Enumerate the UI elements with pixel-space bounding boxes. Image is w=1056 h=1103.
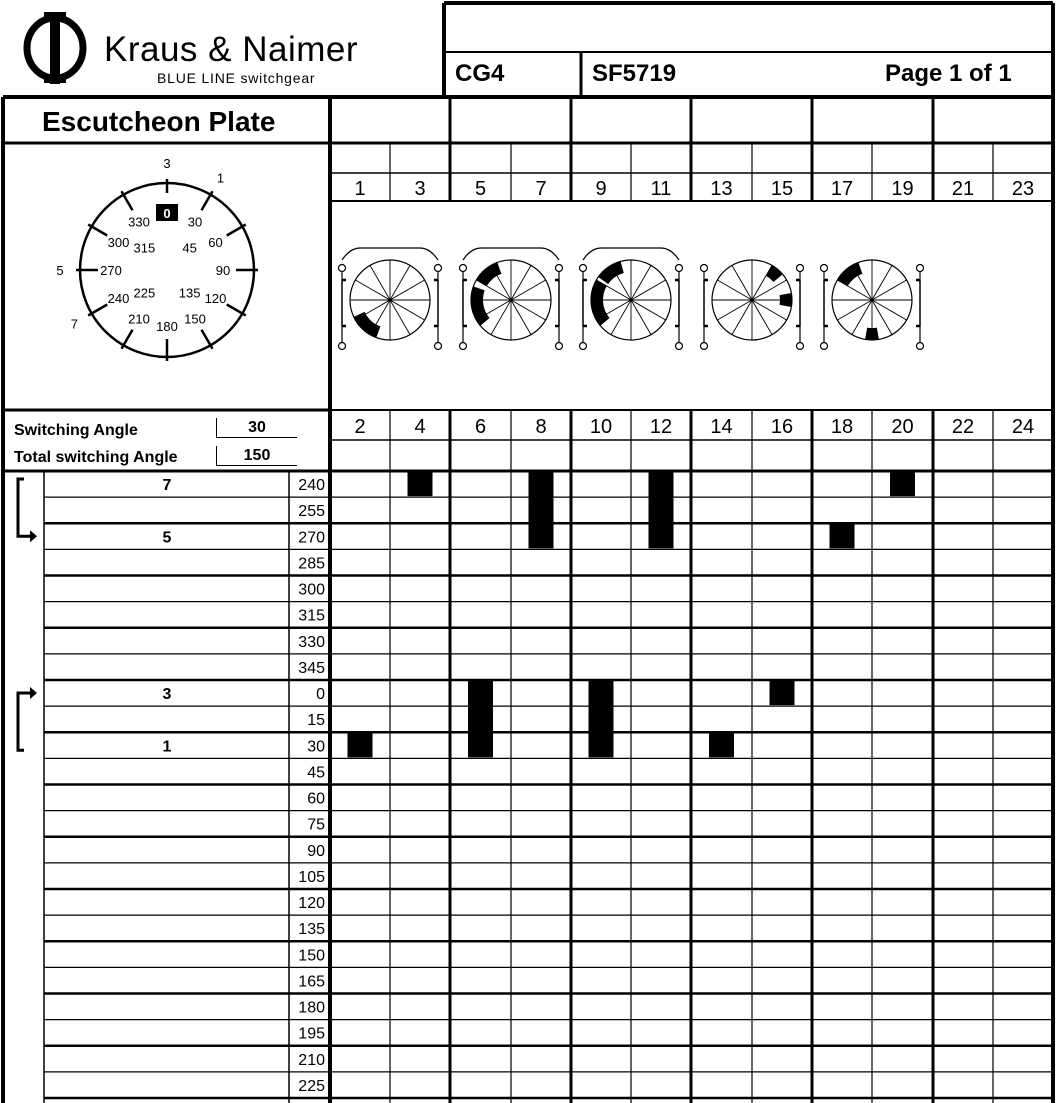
terminal-number-top: 11 (650, 178, 672, 200)
angle-value: 180 (298, 999, 325, 1017)
terminal-screw-icon (676, 265, 683, 272)
series-code: CG4 (455, 60, 505, 87)
terminal-screw-icon (797, 343, 804, 350)
angle-value: 45 (307, 764, 325, 782)
terminal-screw-icon (917, 343, 924, 350)
dial-degree-label: 240 (107, 291, 130, 306)
terminal-screw-icon (821, 265, 828, 272)
sequence-bracket-lower (18, 693, 30, 750)
terminal-screw-icon (460, 343, 467, 350)
angle-value: 210 (298, 1051, 325, 1069)
angle-value: 75 (307, 816, 325, 834)
position-label: 5 (162, 529, 172, 547)
total-angle-value: 150 (216, 446, 297, 466)
contact-segment (471, 286, 490, 325)
angle-value: 255 (298, 503, 325, 521)
position-label: 7 (162, 477, 172, 494)
angle-value: 225 (298, 1077, 325, 1095)
dial-degree-label: 135 (178, 285, 201, 301)
terminal-screw-icon (556, 265, 563, 272)
terminal-screw-icon (339, 265, 346, 272)
angle-value: 135 (298, 921, 325, 939)
terminal-screw-icon (821, 343, 828, 350)
dial-position-label: 3 (163, 156, 171, 171)
terminal-number-bottom: 4 (414, 416, 426, 438)
terminal-number-bottom: 12 (649, 416, 673, 438)
terminal-screw-icon (701, 343, 708, 350)
terminal-number-bottom: 14 (710, 416, 733, 438)
part-number: SF5719 (592, 60, 677, 87)
contact-bar (830, 524, 855, 548)
sequence-bracket-upper (18, 479, 30, 536)
terminal-number-top: 15 (770, 178, 794, 200)
angle-value: 60 (307, 790, 325, 808)
contact-segment (354, 312, 381, 338)
dial-degree-label: 270 (100, 263, 122, 278)
terminal-number-top: 19 (891, 178, 914, 200)
dial-degree-label: 60 (208, 235, 223, 250)
terminal-number-top: 13 (710, 178, 733, 200)
dial-degree-label: 150 (184, 311, 206, 327)
terminal-screw-icon (701, 265, 708, 272)
contact-bridge (583, 248, 679, 260)
terminal-number-top: 7 (535, 178, 547, 200)
contact-bar (770, 681, 795, 705)
contact-segment (865, 328, 879, 340)
angle-value: 270 (298, 529, 325, 547)
contact-bridge (463, 248, 559, 260)
contact-bar (649, 472, 674, 548)
terminal-screw-icon (917, 265, 924, 272)
terminal-screw-icon (580, 265, 587, 272)
terminal-number-bottom: 16 (770, 416, 794, 438)
angle-value: 285 (298, 555, 325, 573)
brand-name: Kraus & Naimer (104, 30, 359, 69)
terminal-number-bottom: 6 (474, 416, 487, 438)
angle-value: 30 (307, 738, 325, 756)
position-label: 3 (162, 686, 172, 703)
dial-position-label: 1 (216, 170, 225, 186)
dial-degree-label: 330 (128, 214, 150, 230)
switching-angle-value: 30 (216, 418, 297, 438)
contact-bar (408, 472, 433, 496)
angle-value: 0 (316, 686, 325, 703)
contact-segment (780, 293, 792, 307)
angle-value: 90 (307, 842, 325, 860)
contact-bar (890, 472, 915, 496)
dial-degree-label: 315 (133, 240, 156, 256)
angle-value: 315 (298, 607, 325, 625)
contact-segment (766, 265, 783, 282)
contact-bar (348, 733, 373, 757)
contact-bar (709, 733, 734, 757)
angle-value: 105 (298, 868, 325, 886)
dial-position-label: 5 (56, 263, 64, 278)
dial-degree-label: 180 (156, 319, 178, 334)
terminal-number-bottom: 8 (535, 416, 547, 438)
terminal-screw-icon (460, 265, 467, 272)
dial-degree-label: 210 (128, 311, 150, 327)
dial-degree-label: 90 (215, 263, 231, 278)
contact-bar (529, 472, 554, 548)
dial-degree-label: 225 (133, 285, 156, 301)
contact-segment (591, 280, 610, 326)
terminal-number-top: 21 (951, 178, 975, 200)
terminal-screw-icon (435, 343, 442, 350)
page-indicator: Page 1 of 1 (885, 60, 1012, 87)
arrow-right-icon (30, 687, 37, 699)
switching-angle-label: Switching Angle (14, 422, 138, 439)
angle-value: 240 (298, 477, 325, 494)
angle-value: 165 (298, 973, 325, 991)
terminal-number-top: 17 (830, 178, 854, 200)
angle-value: 345 (298, 659, 325, 677)
angle-value: 150 (298, 947, 325, 965)
terminal-number-bottom: 10 (589, 416, 613, 438)
total-angle-label: Total switching Angle (14, 449, 178, 466)
angle-value: 330 (298, 633, 325, 651)
dial-degree-label: 45 (182, 240, 197, 256)
terminal-screw-icon (435, 265, 442, 272)
arrow-right-icon (30, 530, 37, 542)
brand-subtitle: BLUE LINE switchgear (157, 70, 316, 86)
terminal-number-top: 5 (474, 178, 487, 200)
terminal-screw-icon (339, 343, 346, 350)
dial-degree-label: 120 (204, 291, 227, 306)
terminal-number-bottom: 24 (1011, 416, 1035, 438)
terminal-number-top: 1 (354, 178, 366, 200)
terminal-number-bottom: 2 (354, 416, 366, 438)
terminal-screw-icon (580, 343, 587, 350)
escutcheon-title: Escutcheon Plate (42, 106, 276, 137)
terminal-number-bottom: 20 (891, 416, 914, 438)
position-label: 1 (162, 738, 172, 756)
contact-bar (468, 681, 493, 757)
contact-bar (589, 681, 614, 757)
terminal-number-bottom: 22 (951, 416, 975, 438)
terminal-number-top: 23 (1011, 178, 1035, 200)
contact-bridge (342, 248, 438, 260)
terminal-screw-icon (676, 343, 683, 350)
dial-position-label: 7 (70, 316, 78, 332)
dial-degree-label: 30 (187, 214, 203, 230)
angle-value: 15 (307, 712, 325, 730)
terminal-screw-icon (797, 265, 804, 272)
dial-degree-label: 0 (163, 206, 171, 221)
angle-value: 300 (298, 581, 325, 599)
dial-degree-label: 300 (107, 235, 130, 250)
angle-value: 120 (298, 895, 325, 912)
terminal-number-top: 9 (595, 178, 607, 200)
terminal-screw-icon (556, 343, 563, 350)
angle-value: 195 (298, 1025, 325, 1043)
terminal-number-top: 3 (414, 178, 426, 200)
terminal-number-bottom: 18 (830, 416, 854, 438)
